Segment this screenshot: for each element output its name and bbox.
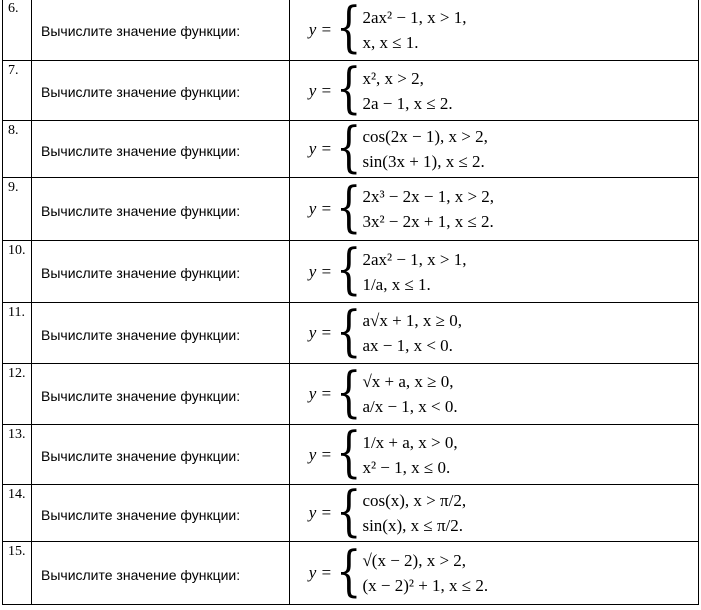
row-number: 7. (3, 61, 32, 121)
table-row (3, 425, 699, 485)
row-number: 11. (3, 303, 32, 364)
formula-lhs: y = (308, 323, 332, 342)
table-row (3, 303, 699, 364)
table-row (3, 542, 699, 605)
row-number: 12. (3, 364, 32, 425)
function-formula (290, 421, 699, 485)
row-number: 13. (3, 425, 32, 485)
row-number: 8. (3, 121, 32, 178)
formula-case: cos(2x − 1), x > 2, (362, 127, 488, 146)
function-formula (290, 300, 699, 364)
formula-case: 1/a, x ≤ 1. (362, 274, 431, 294)
formula-case: x², x > 2, (362, 68, 424, 88)
formula-case: 2x³ − 2x − 1, x > 2, (362, 187, 495, 206)
brace-icon: { (336, 361, 362, 424)
table-row (3, 61, 699, 121)
formula-lhs: y = (308, 139, 332, 158)
brace-icon: { (336, 480, 362, 543)
formula-case: cos(x), x > π/2, (362, 491, 467, 510)
formula-case: 2ax² − 1, x > 1, (362, 249, 467, 269)
brace-icon: { (336, 540, 362, 603)
function-formula (290, 542, 699, 605)
table-row (3, 121, 699, 178)
formula-lhs: y = (308, 199, 332, 218)
brace-icon: { (336, 176, 362, 239)
brace-icon: { (336, 0, 362, 60)
formula-case: ax − 1, x < 0. (362, 336, 453, 355)
table-row (3, 178, 699, 241)
exercise-table (2, 0, 699, 605)
formula-lhs: y = (308, 503, 332, 522)
formula-case: 2ax² − 1, x > 1, (362, 7, 467, 27)
function-formula (290, 238, 699, 303)
row-number: 15. (3, 542, 32, 605)
row-number: 6. (3, 0, 32, 61)
brace-icon: { (336, 116, 362, 179)
brace-icon: { (336, 300, 362, 363)
formula-case: 3x² − 2x + 1, x ≤ 2. (362, 212, 494, 231)
formula-case: √(x − 2), x > 2, (362, 551, 467, 570)
task-text: Вычислите значение функции: (32, 303, 290, 364)
formula-case: 1/x + a, x > 0, (362, 432, 458, 452)
task-text: Вычислите значение функции: (32, 241, 290, 303)
formula-lhs: y = (308, 261, 332, 281)
function-formula (290, 480, 699, 543)
formula-case: sin(3x + 1), x ≤ 2. (362, 152, 485, 171)
formula-lhs: y = (308, 444, 332, 464)
function-formula (290, 57, 699, 121)
formula-lhs: y = (308, 563, 332, 582)
table-row (3, 485, 699, 542)
table-row (3, 0, 699, 61)
brace-icon: { (336, 57, 362, 121)
function-formula (290, 178, 699, 241)
function-formula (290, 0, 699, 61)
task-text: Вычислите значение функции: (32, 425, 290, 485)
table-row (3, 241, 699, 303)
task-text: Вычислите значение функции: (32, 364, 290, 425)
task-text: Вычислите значение функции: (32, 178, 290, 241)
formula-lhs: y = (308, 80, 332, 100)
formula-lhs: y = (308, 19, 332, 39)
function-formula (290, 361, 699, 425)
row-number: 14. (3, 485, 32, 542)
brace-icon: { (336, 238, 362, 302)
formula-case: (x − 2)² + 1, x ≤ 2. (362, 576, 489, 595)
formula-case: a√x + 1, x ≥ 0, (362, 311, 462, 330)
row-number: 9. (3, 178, 32, 241)
task-text: Вычислите значение функции: (32, 121, 290, 178)
function-formula (290, 116, 699, 179)
table-row (3, 364, 699, 425)
formula-case: 2a − 1, x ≤ 2. (362, 93, 453, 113)
task-text: Вычислите значение функции: (32, 485, 290, 542)
task-text: Вычислите значение функции: (32, 542, 290, 605)
formula-lhs: y = (308, 384, 332, 403)
formula-case: sin(x), x ≤ π/2. (362, 516, 464, 535)
formula-case: x² − 1, x ≤ 0. (362, 457, 451, 477)
task-text: Вычислите значение функции: (32, 0, 290, 61)
formula-case: x, x ≤ 1. (362, 32, 419, 52)
row-number: 10. (3, 241, 32, 303)
brace-icon: { (336, 421, 362, 485)
formula-case: a/x − 1, x < 0. (362, 397, 458, 416)
formula-case: √x + a, x ≥ 0, (362, 372, 454, 391)
task-text: Вычислите значение функции: (32, 61, 290, 121)
